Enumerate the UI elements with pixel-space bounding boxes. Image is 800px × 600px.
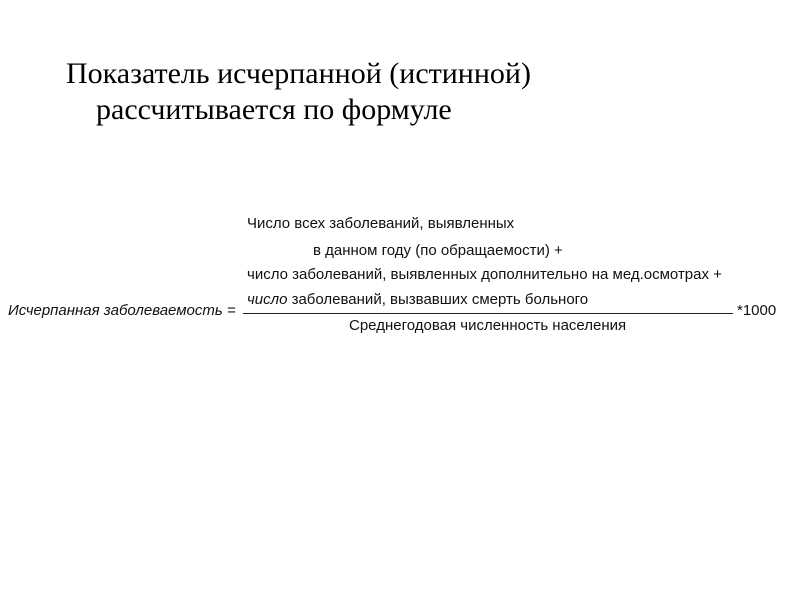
numerator-line-1: Число всех заболеваний, выявленных	[247, 215, 515, 232]
denominator: Среднегодовая численность населения	[349, 317, 627, 334]
numerator-line-4	[247, 291, 588, 308]
fraction-bar	[243, 313, 733, 314]
formula-lhs: Исчерпанная заболеваемость =	[8, 302, 236, 319]
multiplier: *1000	[737, 302, 777, 319]
numerator-line-4-italic: число	[247, 291, 288, 308]
numerator-line-2: в данном году (по обращаемости) +	[313, 242, 563, 259]
title-line-2: рассчитывается по формуле	[96, 93, 452, 126]
title-line-1: Показатель исчерпанной (истинной)	[66, 57, 531, 90]
numerator-line-4-rest: заболеваний, вызвавших смерть больного	[287, 291, 589, 308]
numerator-line-3: число заболеваний, выявленных дополнительно на мед.осмотрах +	[247, 266, 722, 283]
